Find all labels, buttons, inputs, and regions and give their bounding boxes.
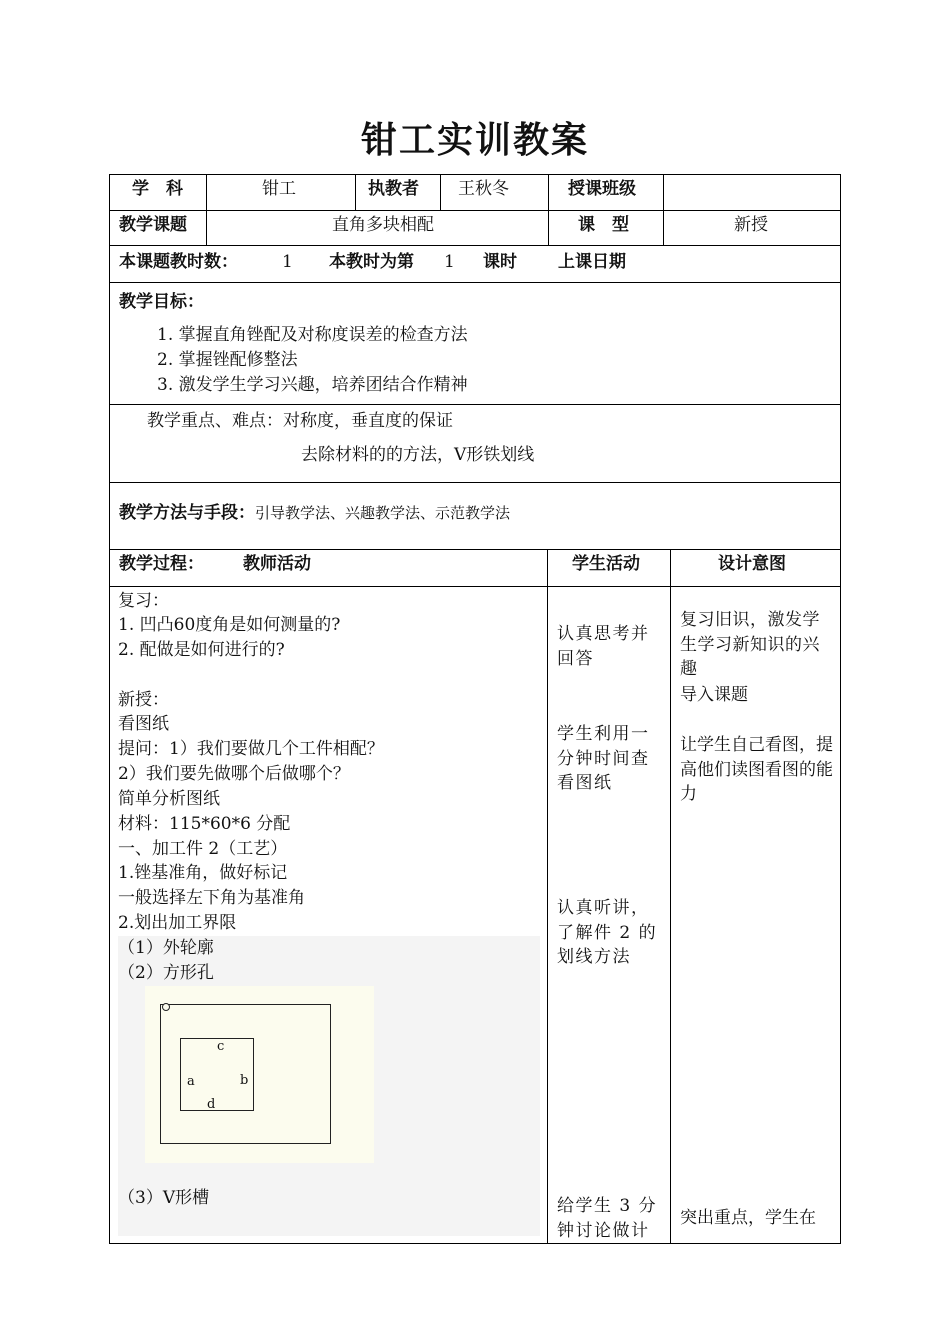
key-points-line: 教学重点、难点：对称度，垂直度的保证	[147, 411, 453, 431]
teacher-line: 一般选择左下角为基准角	[118, 888, 305, 908]
teacher-line: 看图纸	[118, 714, 169, 734]
teacher-line: 简单分析图纸	[118, 789, 220, 809]
workpiece-figure	[145, 986, 374, 1163]
methods-label: 教学方法与手段：	[119, 503, 255, 523]
topic-label: 教学课题	[119, 215, 187, 235]
teacher-line: 2）我们要先做哪个后做哪个？	[118, 764, 350, 784]
teacher-line: 一、加工件 2（工艺）	[118, 839, 288, 859]
objective-item: 1. 掌握直角锉配及对称度误差的检查方法	[157, 325, 468, 345]
teacher-line: 2.划出加工界限	[118, 913, 237, 933]
label-a: a	[187, 1074, 195, 1089]
hour-unit-label: 课时	[483, 252, 517, 272]
page-title: 钳工实训教案	[360, 120, 589, 161]
teacher-line: 复习：	[118, 591, 169, 611]
teacher-activity-header: 教师活动	[243, 554, 311, 574]
current-hour-label: 本教时为第	[329, 252, 414, 272]
design-note: 导入课题	[680, 685, 748, 705]
label-d: d	[207, 1097, 216, 1112]
reference-mark	[162, 1003, 170, 1011]
teacher-value: 王秋冬	[458, 179, 509, 199]
total-hours-label: 本课题教时数：	[119, 252, 238, 272]
process-label: 教学过程：	[119, 554, 204, 574]
date-label: 上课日期	[558, 252, 626, 272]
teacher-line: （1）外轮廓	[118, 938, 214, 958]
label-c: c	[217, 1039, 225, 1054]
teacher-line: 1.锉基准角，做好标记	[118, 863, 288, 883]
methods-value: 引导教学法、兴趣教学法、示范教学法	[255, 504, 511, 522]
teacher-line: 2. 配做是如何进行的?	[118, 640, 285, 660]
teacher-label: 执教者	[368, 179, 419, 199]
methods-row	[119, 501, 510, 525]
type-label: 课 型	[578, 215, 629, 235]
topic-value: 直角多块相配	[332, 215, 434, 235]
total-hours-value: 1	[282, 252, 293, 272]
teacher-line: （2）方形孔	[118, 963, 214, 983]
design-note: 突出重点，学生在	[680, 1208, 816, 1228]
type-value: 新授	[734, 215, 768, 235]
design-note: 让学生自己看图，提高他们读图看图的能力	[680, 735, 833, 804]
student-note: 认真听讲，了解件 2 的划线方法	[557, 898, 658, 967]
teacher-line: 提问：1）我们要做几个工件相配？	[118, 739, 384, 759]
subject-label: 学 科	[132, 179, 183, 199]
teacher-line: （3）V形槽	[118, 1188, 210, 1208]
class-label: 授课班级	[568, 179, 636, 199]
objective-item: 3. 激发学生学习兴趣，培养团结合作精神	[157, 375, 468, 395]
design-note: 复习旧识，激发学生学习新知识的兴趣	[680, 610, 820, 679]
teacher-line: 新授：	[118, 690, 169, 710]
objective-item: 2. 掌握锉配修整法	[157, 350, 298, 370]
key-points-line: 去除材料的的方法，V形铁划线	[301, 445, 535, 465]
teacher-line: 材料：115*60*6 分配	[118, 814, 291, 834]
design-intent-header: 设计意图	[718, 554, 786, 574]
current-hour-value: 1	[444, 252, 455, 272]
student-note: 认真思考并回答	[557, 624, 650, 669]
objectives-label: 教学目标：	[119, 292, 204, 312]
student-activity-header: 学生活动	[572, 554, 640, 574]
student-note: 给学生 3 分钟讨论做计	[557, 1196, 658, 1241]
subject-value: 钳工	[262, 179, 296, 199]
teacher-line: 1. 凹凸60度角是如何测量的?	[118, 615, 341, 635]
label-b: b	[240, 1073, 249, 1088]
student-note: 学生利用一分钟时间查看图纸	[557, 724, 650, 793]
